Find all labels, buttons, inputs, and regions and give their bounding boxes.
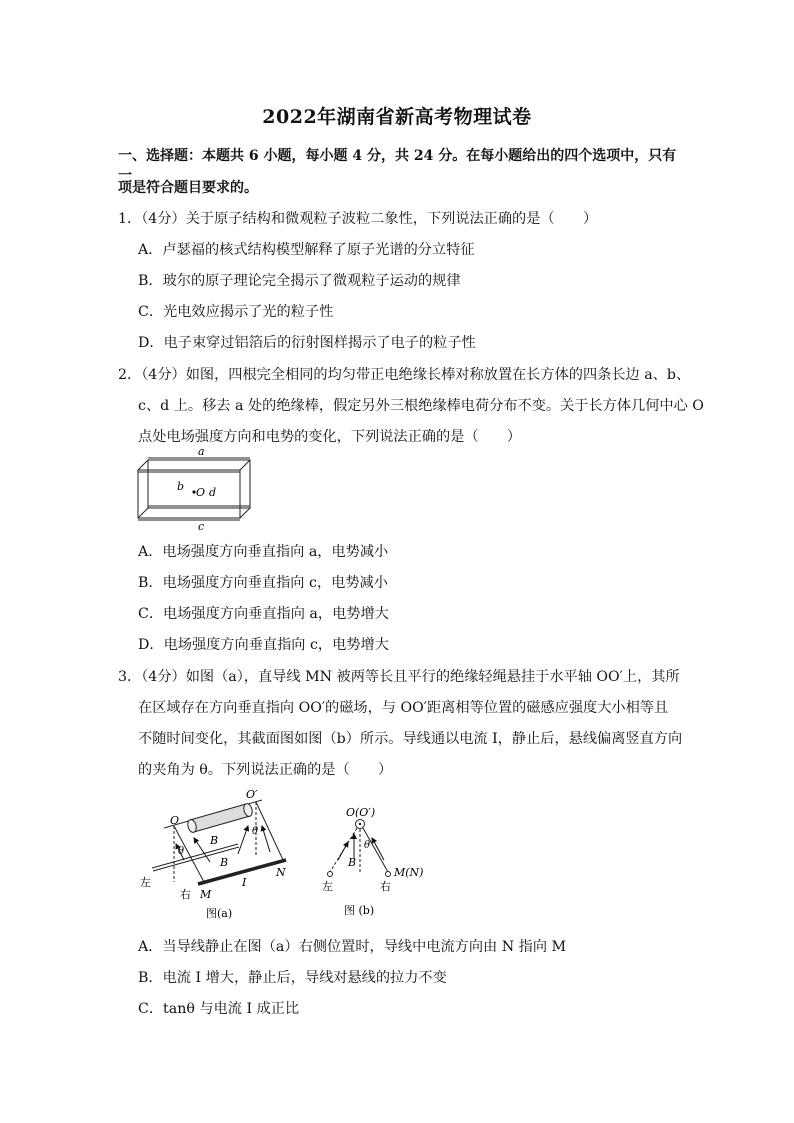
fb-label-top: O(O′): [346, 806, 376, 819]
fa-label-i: I: [242, 876, 247, 889]
q1-option-d: D．电子束穿过铝箔后的衍射图样揭示了电子的粒子性: [138, 335, 476, 351]
fa-label-oprime: O′: [246, 788, 258, 801]
fa-caption: 图(a): [206, 907, 233, 920]
q3-stem-line4: 的夹角为 θ。下列说法正确的是（ ）: [138, 762, 393, 778]
q2-option-b: B．电场强度方向垂直指向 c，电势减小: [138, 575, 388, 591]
fa-label-m: M: [200, 888, 212, 901]
fb-caption: 图 (b): [344, 904, 375, 917]
q2-stem-line3: 点处电场强度方向和电势的变化，下列说法正确的是（ ）: [138, 429, 522, 445]
fa-label-theta-1: θ: [178, 846, 185, 857]
page-title: 2022年湖南省新高考物理试卷: [262, 106, 532, 128]
fa-label-n: N: [276, 866, 286, 879]
q3-option-b: B．电流 I 增大，静止后，导线对悬线的拉力不变: [138, 970, 447, 986]
fb-label-theta: θ: [364, 840, 371, 851]
label-c: c: [198, 520, 205, 530]
q2-option-c: C．电场强度方向垂直指向 a，电势增大: [138, 606, 389, 622]
label-a: a: [198, 448, 205, 458]
label-d: d: [209, 486, 217, 499]
q1-option-a: A．卢瑟福的核式结构模型解释了原子光谱的分立特征: [138, 242, 475, 258]
q3-figure-b: [310, 796, 430, 924]
fb-label-right: 右: [380, 880, 391, 893]
fa-label-theta-2: θ: [252, 826, 259, 837]
q3-figure-a: [138, 786, 298, 924]
fb-label-left: 左: [322, 880, 333, 893]
fb-label-mn: M(N): [394, 866, 424, 879]
fb-label-b: B: [348, 856, 357, 869]
section-heading-line2: 项是符合题目要求的。: [118, 180, 258, 196]
cuboid-back-face: [148, 460, 250, 508]
q2-option-d: D．电场强度方向垂直指向 c，电势增大: [138, 637, 389, 653]
cylinder-rod: [186, 803, 253, 834]
q3-stem-line3: 不随时间变化，其截面图如图（b）所示。导线通以电流 I，静止后，悬线偏离竖直方向: [138, 731, 683, 747]
q2-cuboid-figure: [132, 448, 257, 530]
q3-stem-line2: 在区域存在方向垂直指向 OO′的磁场，与 OO′距离相等位置的磁感应强度大小相等且: [138, 700, 669, 716]
fa-label-b-1: B: [210, 834, 219, 847]
section-heading-line1: 一、选择题：本题共 6 小题，每小题 4 分，共 24 分。在每小题给出的四个选项中，只有一: [118, 148, 677, 184]
q2-option-a: A．电场强度方向垂直指向 a，电势减小: [138, 544, 389, 560]
q1-option-c: C．光电效应揭示了光的粒子性: [138, 304, 334, 320]
fa-label-o: O: [170, 814, 180, 827]
cuboid-front-face: [138, 470, 240, 518]
label-b: b: [177, 480, 185, 493]
q3-stem-line1: 3．（4分）如图（a），直导线 MN 被两等长且平行的绝缘轻绳悬挂于水平轴 OO′上，其所: [118, 669, 680, 685]
q2-stem-line1: 2．（4分）如图，四根完全相同的均匀带正电绝缘长棒对称放置在长方体的四条长边 a、b、: [118, 367, 691, 383]
q3-option-a: A．当导线静止在图（a）右侧位置时，导线中电流方向由 N 指向 M: [138, 939, 567, 955]
label-o: O: [196, 486, 206, 499]
q2-stem-line2: c、d 上。移去 a 处的绝缘棒，假定另外三根绝缘棒电荷分布不变。关于长方体几何中心 O: [138, 398, 704, 414]
fa-label-b-2: B: [220, 856, 229, 869]
q1-stem: 1．（4分）关于原子结构和微观粒子波粒二象性，下列说法正确的是（ ）: [118, 211, 598, 227]
q1-option-b: B．玻尔的原子理论完全揭示了微观粒子运动的规律: [138, 273, 461, 289]
q3-option-c: C．tanθ 与电流 I 成正比: [138, 1001, 300, 1017]
fa-label-right: 右: [180, 888, 191, 901]
fa-label-left: 左: [140, 876, 151, 889]
b-arrow-2: [238, 826, 248, 854]
